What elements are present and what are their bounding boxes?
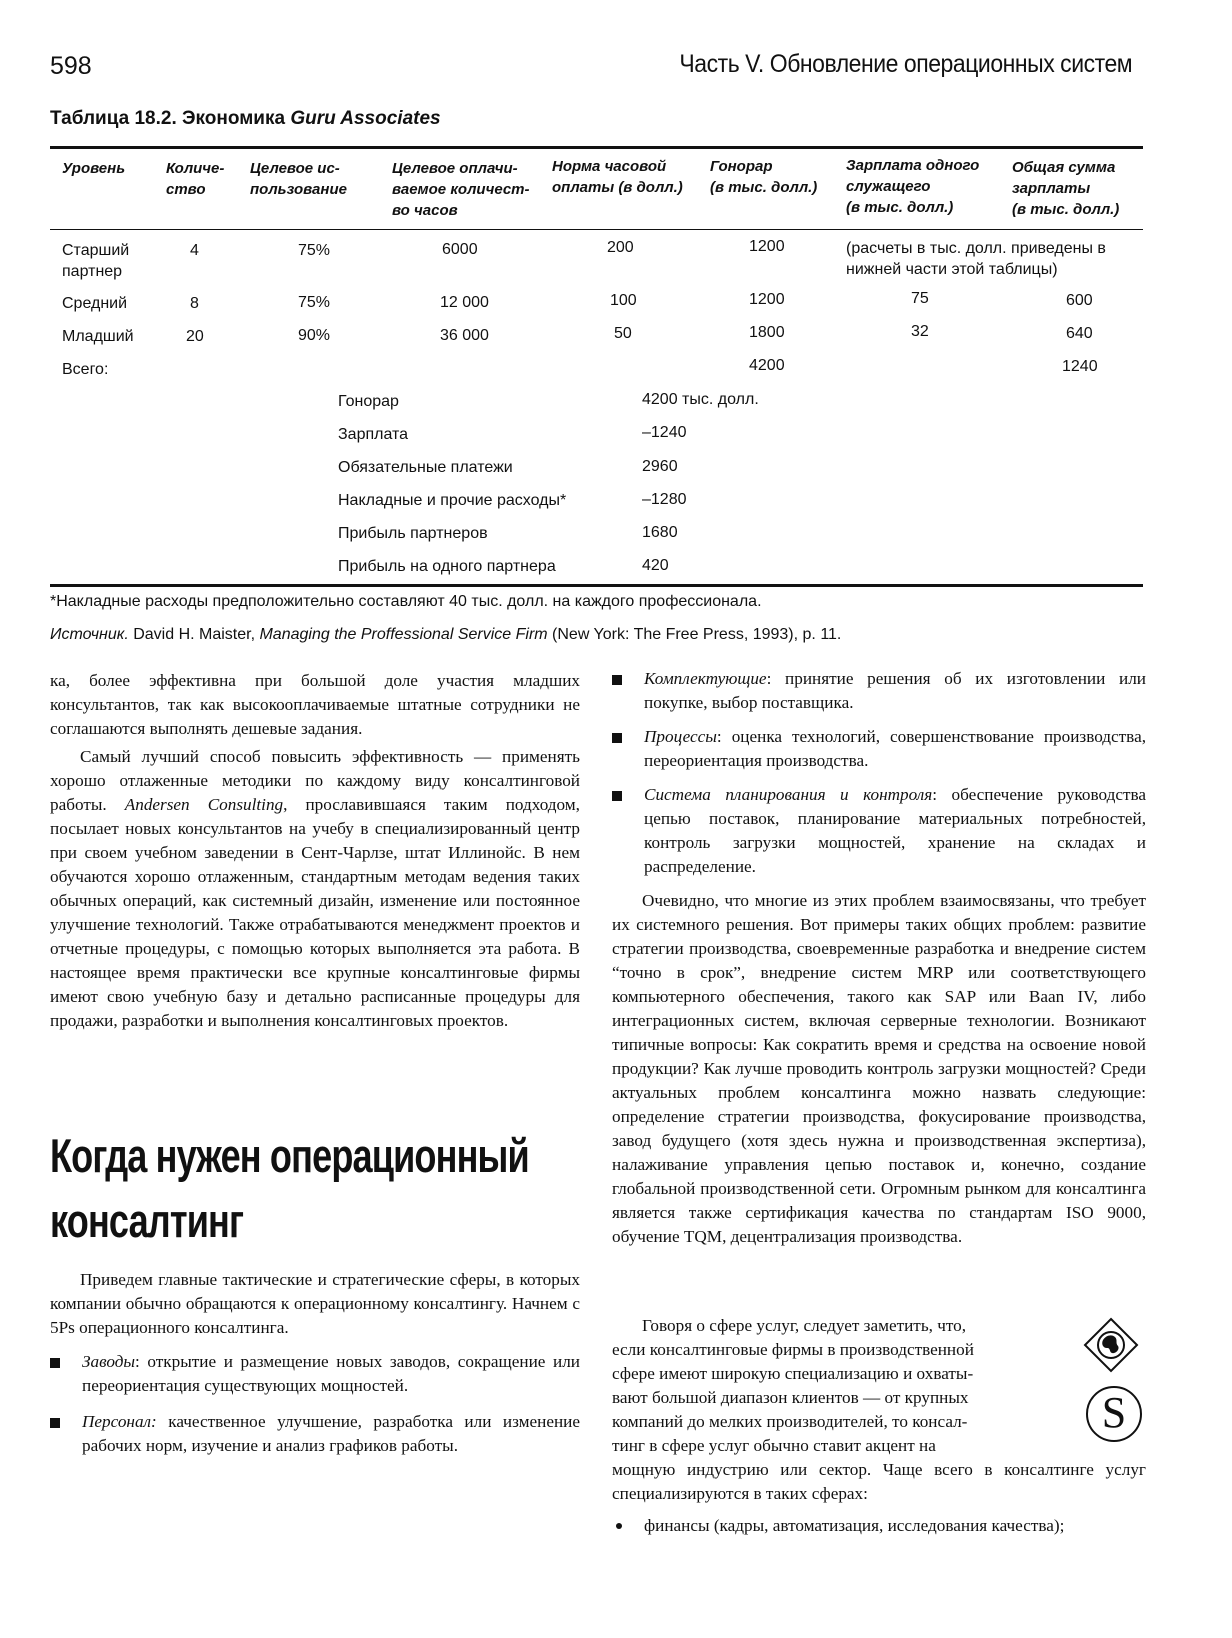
square-bullet-icon xyxy=(612,675,622,685)
col-header-line: ваемое количест- xyxy=(392,181,530,198)
row-middle-salary: 75 xyxy=(911,290,929,307)
bullet-text: качественное улучшение, разработка или изменение рабочих норм, изучение и анализ графиков работы. xyxy=(82,1412,580,1455)
running-title: Часть V. Обновление операционных систем xyxy=(679,50,1132,78)
bullet-term: Персонал: xyxy=(82,1412,157,1431)
square-bullet-icon xyxy=(50,1358,60,1368)
row-senior-salary-note xyxy=(846,238,1106,280)
source-book: Managing the Proffessional Service Firm xyxy=(259,626,548,643)
bullet-text: финансы (кадры, автоматизация, исследования качества); xyxy=(644,1516,1065,1535)
source-label: Источник. xyxy=(50,626,129,643)
row-middle-total: 600 xyxy=(1066,292,1093,309)
summary-profit-value: 1680 xyxy=(642,524,678,541)
row-senior-rate: 200 xyxy=(607,239,634,256)
summary-profit-per-partner-label: Прибыль на одного партнера xyxy=(338,558,556,575)
text-line: вают большой диапазон клиентов — от крупных xyxy=(612,1388,969,1407)
bullet-item xyxy=(612,725,1146,773)
company-name: Andersen Consulting xyxy=(124,795,284,814)
text-line: если консалтинговые фирмы в производственной xyxy=(612,1340,974,1359)
table-source xyxy=(50,626,841,644)
table-title-company: Guru Associates xyxy=(290,108,441,129)
source-author: David H. Maister, xyxy=(128,626,260,643)
col-header-hours xyxy=(392,158,530,221)
col-header-line: зарплаты xyxy=(1012,180,1091,197)
cell-line: партнер xyxy=(62,263,123,280)
paragraph: Приведем главные тактические и стратегические сферы, в которых компании обычно обращаются к операционному консалтингу. Начнем с 5Ps операционного консалтинга. xyxy=(50,1270,580,1337)
cell-line: нижней части этой таблицы) xyxy=(846,261,1058,278)
bullet-text: : оценка технологий, совершенствование производства, переориентация производства. xyxy=(644,727,1146,770)
col-header-count xyxy=(166,158,224,200)
row-senior-fee: 1200 xyxy=(749,238,785,255)
col-header-line: (в тыс. долл.) xyxy=(846,199,954,216)
bullet-text: : открытие и размещение новых заводов, сокращение или переориентация существующих мощностей. xyxy=(82,1352,580,1395)
globe-diamond-icon xyxy=(1082,1316,1140,1374)
row-junior-rate: 50 xyxy=(614,325,632,342)
square-bullet-icon xyxy=(50,1418,60,1428)
row-middle-level: Средний xyxy=(62,295,128,312)
left-column-top xyxy=(50,669,580,1033)
text-line: тинг в сфере услуг обычно ставит акцент на xyxy=(612,1436,936,1455)
summary-overhead-value: –1280 xyxy=(642,491,687,508)
text-line: сфере имеют широкую специализацию и охваты- xyxy=(612,1364,974,1383)
col-header-line: во часов xyxy=(392,202,458,219)
row-junior-total: 640 xyxy=(1066,325,1093,342)
row-middle-count: 8 xyxy=(190,295,199,312)
col-header-line: Целевое ис- xyxy=(250,160,340,177)
bullet-term: Процессы xyxy=(644,727,717,746)
table-footnote: *Накладные расходы предположительно составляют 40 тыс. долл. на каждого профессионала. xyxy=(50,593,762,610)
cell-line: (расчеты в тыс. долл. приведены в xyxy=(846,240,1106,257)
table-header-rule xyxy=(50,229,1143,230)
text-run: , прославившаяся таким подходом, посылает новых консультантов на учебу в специализированный центр при своем учебном заведении в Сент-Чарлзе, штат Иллинойс. В нем обучаются хорошо отлаженным, стандартным методам ведения таких обычных операций, как системный дизайн, изменение или постоянное улучшение технологий. Также отрабатываются менеджмент проектов и отчетные процедуры, с помощью которых выполняется эта работа. В настоящее время практически все крупные консалтинговые фирмы имеют свою учебную базу и детально расписанные процедуры для продажи, разработки и выполнения консалтинговых проектов. xyxy=(50,795,580,1030)
row-middle-util: 75% xyxy=(298,294,331,311)
row-total-fee: 4200 xyxy=(749,357,785,374)
summary-fee-value: 4200 тыс. долл. xyxy=(642,391,759,408)
summary-payments-label: Обязательные платежи xyxy=(338,459,513,476)
col-header-line: служащего xyxy=(846,178,931,195)
paragraph: ка, более эффективна при большой доле участия младших консультантов, так как высокооплачиваемые штатные сотрудники не соглашаются выполнять дешевые задания. xyxy=(50,671,580,738)
col-header-line: Количе- xyxy=(166,160,225,177)
bullet-term: Заводы xyxy=(82,1352,136,1371)
col-header-line: пользование xyxy=(250,181,347,198)
col-header-fee xyxy=(710,156,817,198)
right-column-para2-wide xyxy=(612,1458,1146,1538)
summary-salary-label: Зарплата xyxy=(338,426,409,443)
row-senior-util: 75% xyxy=(298,242,331,259)
col-header-utilization xyxy=(250,158,347,200)
col-header-line: оплаты (в долл.) xyxy=(552,179,683,196)
col-header-line: Зарплата одного xyxy=(846,157,980,174)
col-header-line: Уровень xyxy=(62,160,126,177)
table-title-prefix: Таблица 18.2. Экономика xyxy=(50,108,291,129)
square-bullet-icon xyxy=(612,733,622,743)
heading-line: консалтинг xyxy=(50,1194,244,1248)
table-top-rule xyxy=(50,146,1143,149)
text-run: мощную индустрию или сектор. Чаще всего в консалтинге услуг специализируются в таких сферах: xyxy=(612,1460,1146,1503)
bullet-item xyxy=(612,1514,1146,1538)
row-senior-hours: 6000 xyxy=(442,241,478,258)
bullet-item xyxy=(50,1410,580,1458)
bullet-item xyxy=(50,1350,580,1398)
paragraph xyxy=(50,745,580,1033)
bullet-item xyxy=(612,667,1146,715)
col-header-line: Общая сумма xyxy=(1012,159,1116,176)
row-junior-level: Младший xyxy=(62,328,134,345)
bullet-term: Комплектующие xyxy=(644,669,767,688)
col-header-line: (в тыс. долл.) xyxy=(1012,201,1120,218)
row-middle-fee: 1200 xyxy=(749,291,785,308)
text-run: Самый лучший способ повысить эффективность — применять хорошо отлаженные методики по каждому виду консалтинговой работы. xyxy=(50,747,580,814)
row-junior-count: 20 xyxy=(186,328,204,345)
row-total-salary: 1240 xyxy=(1062,358,1098,375)
text-line: компаний до мелких производителей, то консал- xyxy=(612,1412,968,1431)
row-junior-fee: 1800 xyxy=(749,324,785,341)
summary-overhead-label: Накладные и прочие расходы* xyxy=(338,492,567,509)
square-bullet-icon xyxy=(612,791,622,801)
round-bullet-icon xyxy=(616,1523,622,1529)
row-junior-hours: 36 000 xyxy=(440,327,489,344)
row-middle-hours: 12 000 xyxy=(440,294,489,311)
source-rest: (New York: The Free Press, 1993), p. 11. xyxy=(547,626,842,643)
col-header-line: ство xyxy=(166,181,206,198)
row-total-label: Всего: xyxy=(62,361,109,378)
col-header-total-salary xyxy=(1012,157,1119,220)
summary-profit-per-partner-value: 420 xyxy=(642,557,669,574)
row-junior-util: 90% xyxy=(298,327,331,344)
col-header-line: Норма часовой xyxy=(552,158,667,175)
section-heading xyxy=(50,1124,529,1254)
col-header-line: Целевое оплачи- xyxy=(392,160,518,177)
table-bottom-rule xyxy=(50,584,1143,587)
bullet-text: : обеспечение руководства цепью поставок, планирование материальных потребностей, контроль загрузки мощностей, хранение на складах и распределение. xyxy=(644,785,1146,876)
summary-payments-value: 2960 xyxy=(642,458,678,475)
right-column-para2-narrow xyxy=(612,1314,1062,1458)
row-senior-count: 4 xyxy=(190,242,199,259)
summary-salary-value: –1240 xyxy=(642,424,687,441)
bullet-item xyxy=(612,783,1146,879)
col-header-rate xyxy=(552,156,683,198)
col-header-level xyxy=(62,158,125,179)
summary-profit-label: Прибыль партнеров xyxy=(338,525,488,542)
cell-line: Старший xyxy=(62,242,130,259)
table-title xyxy=(50,108,441,130)
summary-fee-label: Гонорар xyxy=(338,393,399,410)
bullet-term: Система планирования и контроля xyxy=(644,785,933,804)
left-column-bottom xyxy=(50,1268,580,1458)
col-header-line: Гонорар xyxy=(710,158,773,175)
col-header-line: (в тыс. долл.) xyxy=(710,179,818,196)
text-line: Говоря о сфере услуг, следует заметить, что, xyxy=(642,1316,967,1335)
bullet-text: : принятие решения об их изготовлении или покупке, выбор поставщика. xyxy=(644,669,1146,712)
row-junior-salary: 32 xyxy=(911,323,929,340)
right-column-top xyxy=(612,667,1146,1249)
paragraph: Очевидно, что многие из этих проблем взаимосвязаны, что требует их системного решения. Вот примеры таких общих проблем: развитие стратегии производства, своевременные разработка и внедрение систем “точно в срок”, внедрение систем MRP или соответствующего компьютерного обеспечения, такого как SAP или Baan IV, либо интеграционных систем, включая серверные технологии. Возникают типичные вопросы: Как сократить время и средства на освоение новой продукции? Как лучше проводить контроль загрузки мощностей? Среди актуальных проблем консалтинга можно назвать следующие: определение стратегии производства, фокусирование производства, завод будущего (хотя здесь нужна и производственная экспертиза), налаживание управления цепью поставок и, конечно, создание глобальной производственной сети. Огромным рынком для консалтинга является также сертификация качества по стандартам ISO 9000, обучение TQM, децентрализация производства. xyxy=(612,891,1146,1246)
row-middle-rate: 100 xyxy=(610,292,637,309)
heading-line: Когда нужен операционный xyxy=(50,1129,529,1183)
col-header-salary xyxy=(846,155,979,218)
page-number: 598 xyxy=(50,52,92,80)
row-senior-level xyxy=(62,240,129,282)
letter-s-icon: S xyxy=(1086,1386,1142,1442)
